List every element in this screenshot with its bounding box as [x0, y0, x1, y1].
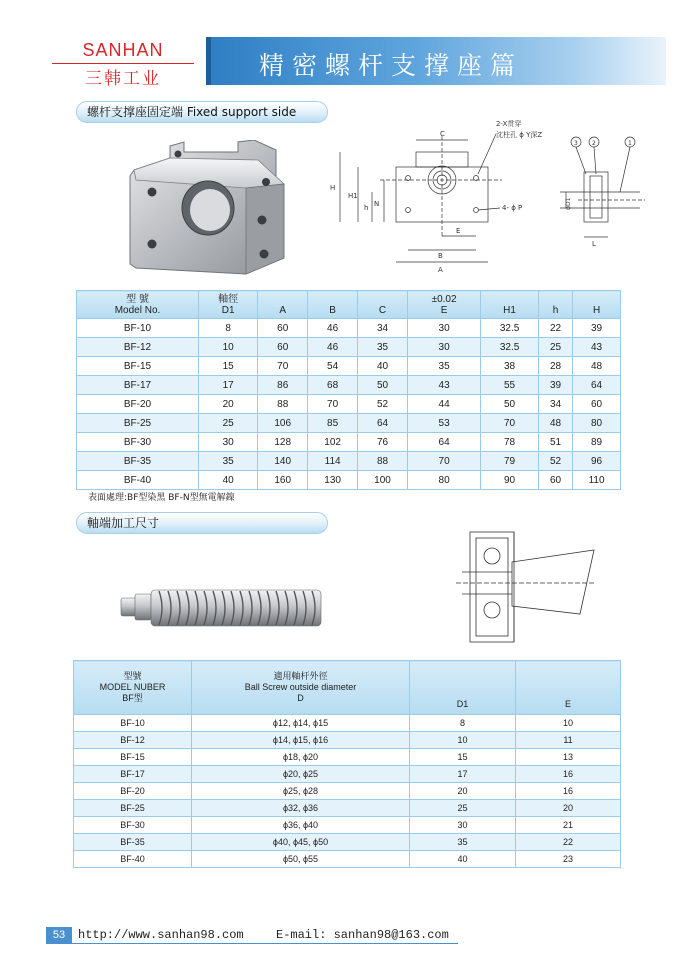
- dim-label-b: B: [438, 252, 443, 260]
- table-row: [74, 732, 621, 749]
- table-cell: 52: [358, 395, 408, 414]
- header-cell-model: 型號 MODEL NUBER BF型: [74, 661, 192, 715]
- table-cell: BF-10: [74, 715, 192, 732]
- table-cell: BF-17: [77, 376, 199, 395]
- table-cell: ϕ20, ϕ25: [192, 766, 410, 783]
- table-cell: 60: [573, 395, 621, 414]
- table-cell: ϕ12, ϕ14, ϕ15: [192, 715, 410, 732]
- dim-label-d1: ϕD1: [565, 197, 572, 210]
- surface-treatment-note: 表面處理:BF型染黑 BF-N型無電解鎳: [88, 493, 235, 503]
- table-cell: BF-15: [74, 749, 192, 766]
- page-title: 精密螺杆支撑座篇: [259, 51, 524, 80]
- shaft-end-drawing: [456, 522, 596, 652]
- table-cell: 76: [358, 433, 408, 452]
- header-cell-e: E: [516, 661, 621, 715]
- table-row: [77, 471, 621, 490]
- table-cell: 17: [410, 766, 516, 783]
- table-cell: ϕ25, ϕ28: [192, 783, 410, 800]
- table-cell: 38: [481, 357, 539, 376]
- table-cell: 51: [538, 433, 572, 452]
- table-cell: 30: [407, 338, 480, 357]
- table-cell: 35: [358, 338, 408, 357]
- table-row: [74, 766, 621, 783]
- table-cell: BF-15: [77, 357, 199, 376]
- table-cell: 20: [199, 395, 258, 414]
- table-cell: 8: [410, 715, 516, 732]
- table-row: [74, 851, 621, 868]
- table-cell: 102: [308, 433, 358, 452]
- table-cell: 80: [407, 471, 480, 490]
- dim-label-n: N: [374, 200, 380, 208]
- table-cell: ϕ18, ϕ20: [192, 749, 410, 766]
- dim-label-c: C: [440, 130, 445, 138]
- table-cell: 40: [358, 357, 408, 376]
- table-cell: ϕ50, ϕ55: [192, 851, 410, 868]
- table-cell: 128: [258, 433, 308, 452]
- table-cell: 64: [573, 376, 621, 395]
- table-cell: BF-20: [77, 395, 199, 414]
- table-cell: 60: [258, 319, 308, 338]
- table-cell: 40: [199, 471, 258, 490]
- page-number: 53: [46, 927, 72, 943]
- logo-chinese: 三韩工业: [85, 69, 161, 89]
- table-cell: 46: [308, 319, 358, 338]
- table-cell: BF-25: [77, 414, 199, 433]
- table-cell: 20: [410, 783, 516, 800]
- table-cell: 78: [481, 433, 539, 452]
- table-row: [74, 749, 621, 766]
- table-cell: BF-30: [74, 817, 192, 834]
- table-cell: 21: [516, 817, 621, 834]
- table-cell: 70: [407, 452, 480, 471]
- table-cell: 55: [481, 376, 539, 395]
- table-cell: ϕ14, ϕ15, ϕ16: [192, 732, 410, 749]
- table-cell: 16: [516, 766, 621, 783]
- table-cell: 100: [358, 471, 408, 490]
- table-cell: 22: [538, 319, 572, 338]
- table-cell: 40: [410, 851, 516, 868]
- table-cell: 10: [199, 338, 258, 357]
- table-cell: 52: [538, 452, 572, 471]
- company-logo: [48, 40, 198, 89]
- table-cell: 28: [538, 357, 572, 376]
- table-row: [74, 800, 621, 817]
- callout-3: 3: [574, 140, 578, 147]
- header-cell-diameter: 適用軸杆外徑 Ball Screw outside diameter D: [192, 661, 410, 715]
- callout-1: 1: [628, 140, 632, 147]
- table-cell: 70: [308, 395, 358, 414]
- dim-label-h: H: [330, 184, 336, 192]
- table-cell: 90: [481, 471, 539, 490]
- table-cell: 85: [308, 414, 358, 433]
- table-cell: BF-30: [77, 433, 199, 452]
- table-cell: 48: [538, 414, 572, 433]
- header-cell-h1: H1: [481, 291, 539, 319]
- table-row: [77, 319, 621, 338]
- table-cell: BF-17: [74, 766, 192, 783]
- table-cell: BF-40: [74, 851, 192, 868]
- table-row: [74, 817, 621, 834]
- table-header-row: [77, 291, 621, 319]
- table-cell: BF-12: [74, 732, 192, 749]
- table-header-row: [74, 661, 621, 715]
- table-cell: 25: [538, 338, 572, 357]
- table-cell: 50: [481, 395, 539, 414]
- table-cell: 60: [258, 338, 308, 357]
- dim-label-a: A: [438, 266, 443, 274]
- table-cell: 15: [410, 749, 516, 766]
- table-cell: 30: [410, 817, 516, 834]
- table-cell: 44: [407, 395, 480, 414]
- table-cell: 39: [538, 376, 572, 395]
- table-cell: 89: [573, 433, 621, 452]
- table-cell: 48: [573, 357, 621, 376]
- table-cell: 10: [410, 732, 516, 749]
- table-row: [77, 357, 621, 376]
- table-cell: 130: [308, 471, 358, 490]
- table-row: [74, 715, 621, 732]
- website-url[interactable]: http://www.sanhan98.com: [78, 928, 244, 942]
- dim-label-counterbore: 沈柱孔 ϕ Y深Z: [496, 131, 543, 139]
- shaft-end-spec-table: [73, 660, 621, 868]
- logo-english: SANHAN: [82, 40, 164, 60]
- fixed-support-dimension-drawing: [320, 112, 645, 282]
- table-cell: BF-35: [77, 452, 199, 471]
- table-cell: 68: [308, 376, 358, 395]
- dim-label-small-h: h: [364, 204, 369, 212]
- table-row: [77, 452, 621, 471]
- table-cell: 64: [358, 414, 408, 433]
- table-cell: 32.5: [481, 319, 539, 338]
- table-row: [77, 414, 621, 433]
- table-cell: 34: [538, 395, 572, 414]
- table-cell: BF-25: [74, 800, 192, 817]
- table-row: [77, 376, 621, 395]
- footer-divider: [46, 943, 458, 944]
- table-row: [77, 338, 621, 357]
- table-cell: 54: [308, 357, 358, 376]
- table-cell: 22: [516, 834, 621, 851]
- header-cell-c: C: [358, 291, 408, 319]
- table-cell: 23: [516, 851, 621, 868]
- header-cell-a: A: [258, 291, 308, 319]
- table-cell: 80: [573, 414, 621, 433]
- table-cell: BF-20: [74, 783, 192, 800]
- contact-email[interactable]: E-mail: sanhan98@163.com: [276, 928, 449, 942]
- table-cell: 17: [199, 376, 258, 395]
- table-cell: 114: [308, 452, 358, 471]
- dim-label-l: L: [592, 240, 596, 248]
- header-banner: [206, 37, 666, 85]
- table-cell: 43: [573, 338, 621, 357]
- header-cell-d1: D1: [410, 661, 516, 715]
- table-cell: 64: [407, 433, 480, 452]
- table-cell: BF-10: [77, 319, 199, 338]
- table-cell: 16: [516, 783, 621, 800]
- table-row: [77, 395, 621, 414]
- callout-2: 2: [592, 140, 596, 147]
- table-cell: 140: [258, 452, 308, 471]
- table-cell: 70: [258, 357, 308, 376]
- table-cell: 53: [407, 414, 480, 433]
- table-cell: 160: [258, 471, 308, 490]
- table-cell: 11: [516, 732, 621, 749]
- table-cell: 70: [481, 414, 539, 433]
- section-title-shaft-end: 軸端加工尺寸: [76, 512, 328, 534]
- table-cell: BF-12: [77, 338, 199, 357]
- table-cell: 35: [410, 834, 516, 851]
- table-cell: ϕ32, ϕ36: [192, 800, 410, 817]
- table-cell: 88: [258, 395, 308, 414]
- table-cell: 50: [358, 376, 408, 395]
- table-cell: 43: [407, 376, 480, 395]
- table-cell: 35: [407, 357, 480, 376]
- table-cell: 96: [573, 452, 621, 471]
- table-cell: 13: [516, 749, 621, 766]
- table-cell: 86: [258, 376, 308, 395]
- support-block-photo: [126, 140, 296, 275]
- table-cell: 34: [358, 319, 408, 338]
- table-cell: ϕ36, ϕ40: [192, 817, 410, 834]
- table-cell: BF-40: [77, 471, 199, 490]
- table-row: [74, 834, 621, 851]
- dim-label-holes: 2-X贯穿: [496, 120, 522, 128]
- table-cell: 32.5: [481, 338, 539, 357]
- header-cell-model: 型 號 Model No.: [77, 291, 199, 319]
- table-cell: 30: [199, 433, 258, 452]
- table-cell: 39: [573, 319, 621, 338]
- header-cell-e: ±0.02 E: [407, 291, 480, 319]
- table-cell: 106: [258, 414, 308, 433]
- dim-label-4p: 4- ϕ P: [502, 204, 523, 212]
- header-cell-b: B: [308, 291, 358, 319]
- table-cell: ϕ40, ϕ45, ϕ50: [192, 834, 410, 851]
- ball-screw-photo: [115, 582, 325, 638]
- table-cell: 60: [538, 471, 572, 490]
- table-cell: 15: [199, 357, 258, 376]
- table-cell: 25: [410, 800, 516, 817]
- section-title-fixed-support: 螺杆支撑座固定端 Fixed support side: [76, 101, 328, 123]
- dim-label-h1: H1: [348, 192, 358, 200]
- table-cell: 79: [481, 452, 539, 471]
- table-cell: 8: [199, 319, 258, 338]
- table-cell: BF-35: [74, 834, 192, 851]
- table-cell: 25: [199, 414, 258, 433]
- header-cell-h-small: h: [538, 291, 572, 319]
- table-row: [77, 433, 621, 452]
- table-cell: 110: [573, 471, 621, 490]
- dim-label-e: E: [456, 227, 461, 235]
- table-cell: 88: [358, 452, 408, 471]
- header-cell-d1: 軸徑 D1: [199, 291, 258, 319]
- table-cell: 46: [308, 338, 358, 357]
- header-cell-h: H: [573, 291, 621, 319]
- table-cell: 30: [407, 319, 480, 338]
- table-cell: 35: [199, 452, 258, 471]
- fixed-support-spec-table: [76, 290, 621, 490]
- table-row: [74, 783, 621, 800]
- table-cell: 20: [516, 800, 621, 817]
- table-cell: 10: [516, 715, 621, 732]
